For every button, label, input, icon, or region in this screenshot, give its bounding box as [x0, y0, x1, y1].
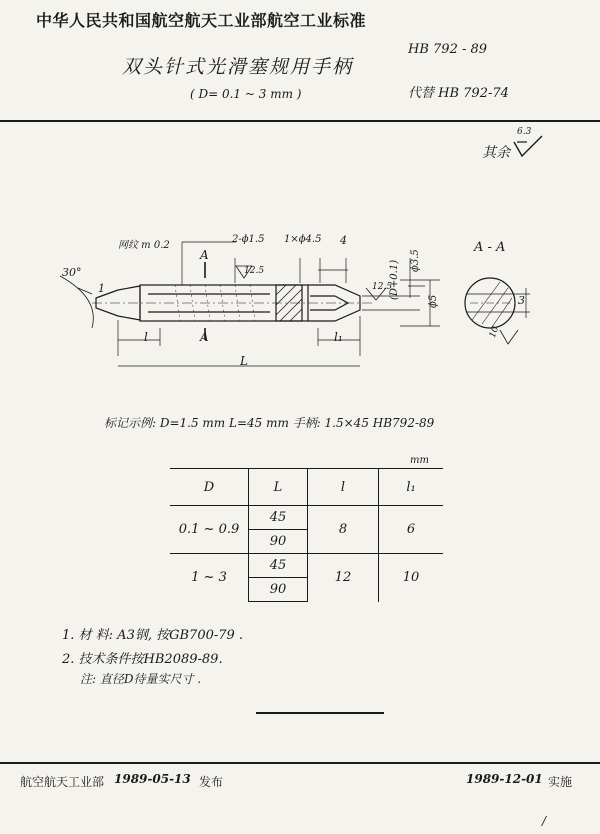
ra-main: 12.5 — [244, 266, 265, 276]
roughness-label: 其余 — [482, 145, 510, 161]
roughness-symbol-icon — [512, 134, 546, 160]
footer-effective-date: 1989-12-01 — [466, 772, 543, 786]
section-title: A - A — [474, 240, 506, 255]
knurl-label: 网纹 m 0.2 — [118, 240, 170, 251]
handle-drawing — [0, 228, 600, 378]
marking-example: 标记示例: D=1.5 mm L=45 mm 手柄: 1.5×45 HB792-89 — [104, 416, 435, 430]
note-3: 注: 直径D待量实尺寸 . — [80, 672, 202, 686]
header-rule — [0, 120, 600, 122]
ra-side: 12.5 — [372, 282, 393, 292]
dim-4: 4 — [340, 234, 347, 247]
section-mark-bottom: A — [200, 330, 209, 344]
holes-label-1: 2-ϕ1.5 — [232, 234, 265, 245]
footer-issue-date: 1989-05-13 — [114, 772, 191, 786]
standard-org: 中华人民共和国航空航天工业部航空工业标准 — [36, 11, 367, 30]
end-rule — [256, 712, 384, 714]
cell-D: 0.1 ~ 0.9 — [178, 522, 240, 537]
label-l1: l₁ — [334, 330, 343, 344]
dia-5-label: ϕ5 — [428, 294, 439, 308]
note-2: 2. 技术条件按HB2089-89. — [62, 652, 223, 667]
cell-L: 45 — [249, 506, 308, 530]
cell-l: 12 — [308, 554, 379, 602]
cell-l1: 10 — [379, 554, 444, 602]
label-1: 1 — [98, 282, 105, 295]
note-1: 1. 材 料: A3钢, 按GB700-79 . — [62, 628, 244, 643]
col-header-L: L — [249, 469, 308, 506]
footer-rule — [0, 762, 600, 764]
holes-label-2: 1×ϕ4.5 — [284, 234, 322, 245]
table-row — [170, 506, 443, 530]
size-range: ( D= 0.1 ~ 3 mm ) — [190, 87, 302, 101]
spec-table — [170, 468, 443, 602]
replaces-code: 代替 HB 792-74 — [408, 86, 509, 101]
cell-l: 8 — [308, 506, 379, 554]
col-header-l1: l₁ — [379, 469, 444, 506]
cell-l1: 6 — [379, 506, 444, 554]
page-title: 双头针式光滑塞规用手柄 — [122, 56, 354, 78]
section-dim: 3 — [518, 294, 525, 307]
table-unit: mm — [410, 455, 429, 466]
angle-label: 30° — [62, 266, 82, 279]
section-mark-top: A — [200, 248, 209, 262]
table-row — [170, 554, 443, 578]
roughness-value: 6.3 — [517, 127, 532, 137]
col-header-D: D — [170, 469, 249, 506]
tol-label: (D+0.1) — [389, 259, 400, 300]
label-l: l — [144, 330, 148, 344]
cell-L: 45 — [249, 554, 308, 578]
footer-issuer: 航空航天工业部 — [20, 775, 105, 789]
footer-effective-label: 实施 — [548, 775, 573, 789]
label-L: L — [240, 354, 248, 368]
cell-L: 90 — [249, 578, 308, 602]
col-header-l: l — [308, 469, 379, 506]
cell-L: 90 — [249, 530, 308, 554]
dia-35-label: ϕ3.5 — [410, 249, 421, 272]
footer-issue-label: 发布 — [199, 775, 224, 789]
cell-D: 1 ~ 3 — [170, 554, 249, 602]
standard-code: HB 792 - 89 — [408, 42, 488, 57]
page-mark: / — [542, 814, 547, 828]
section-ra: 10 — [488, 325, 502, 340]
